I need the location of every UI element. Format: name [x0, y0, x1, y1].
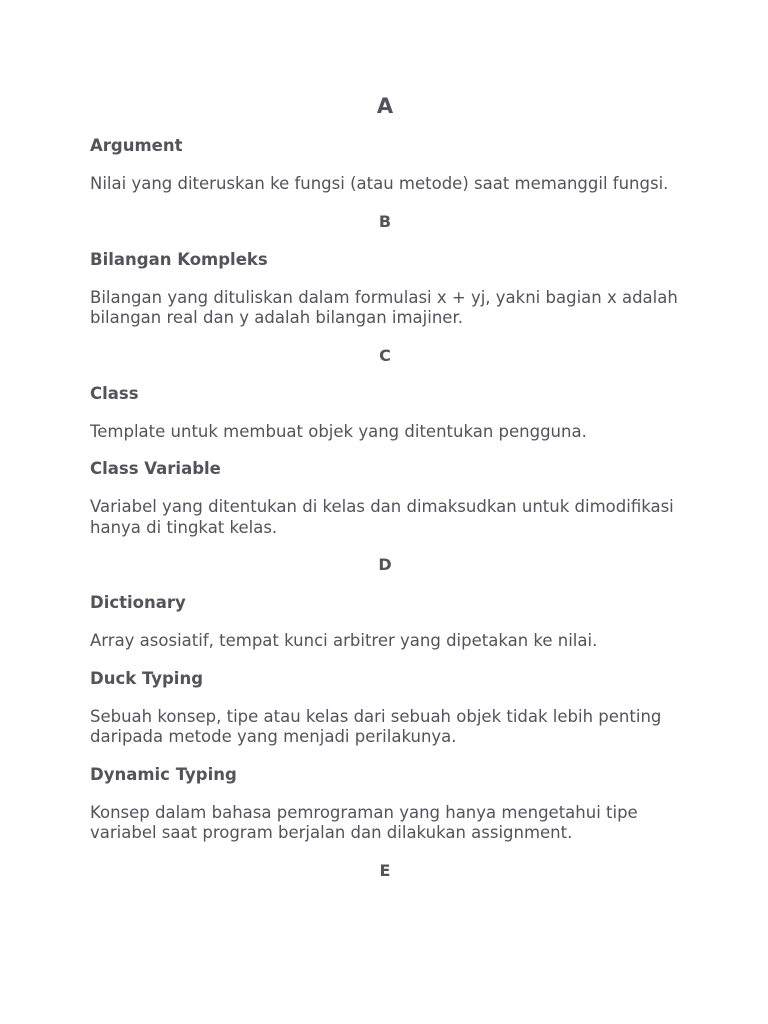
glossary-definition: Konsep dalam bahasa pemrograman yang hanya mengetahui tipe variabel saat program berjalan dan dilakukan assignment. [90, 802, 638, 842]
glossary-term: Class [90, 383, 139, 403]
glossary-term: Class Variable [90, 459, 221, 478]
section-heading-e: E [379, 860, 391, 880]
glossary-term: Argument [90, 136, 183, 155]
glossary-definition: Template untuk membuat objek yang ditentukan pengguna. [90, 421, 587, 441]
glossary-term: Dictionary [90, 593, 186, 612]
section-heading-a: A [376, 94, 394, 118]
section-heading-d: D [378, 555, 392, 574]
section-heading-b: B [378, 211, 392, 231]
glossary-page [90, 92, 680, 899]
glossary-definition: Variabel yang ditentukan di kelas dan dimaksudkan untuk dimodifikasi hanya di tingkat kelas. [90, 497, 674, 537]
section-heading-c: C [379, 345, 391, 365]
glossary-term: Duck Typing [90, 668, 204, 688]
glossary-term: Bilangan Kompleks [90, 249, 268, 269]
glossary-definition: Array asosiatif, tempat kunci arbitrer yang dipetakan ke nilai. [90, 631, 598, 650]
glossary-definition: Nilai yang diteruskan ke fungsi (atau metode) saat memanggil fungsi. [90, 174, 669, 193]
glossary-term: Dynamic Typing [90, 764, 237, 784]
glossary-definition: Bilangan yang dituliskan dalam formulasi x + yj, yakni bagian x adalah bilangan real dan y adalah bilangan imajiner. [90, 287, 678, 327]
glossary-definition: Sebuah konsep, tipe atau kelas dari sebuah objek tidak lebih penting daripada metode yang menjadi perilakunya. [90, 706, 662, 746]
